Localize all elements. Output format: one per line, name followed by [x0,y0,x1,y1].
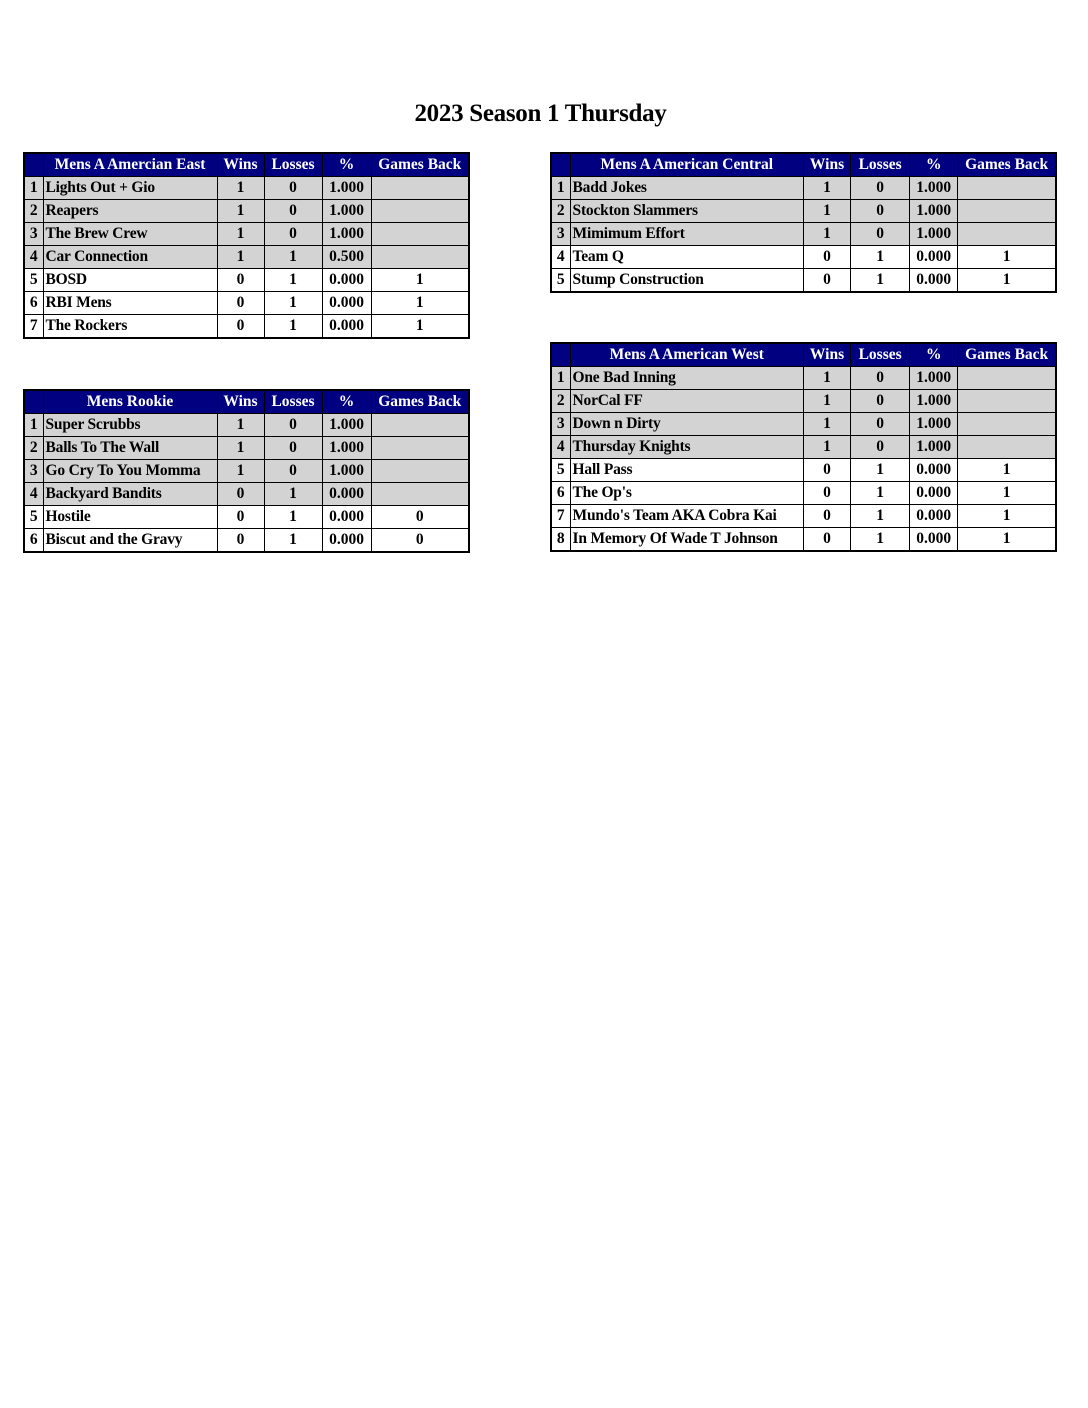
team-games-back [371,177,469,200]
team-losses: 1 [264,269,322,292]
standings-table-central [550,152,1057,293]
table-row [551,177,1056,200]
team-wins: 0 [803,482,850,505]
team-losses: 1 [851,269,910,293]
team-games-back: 1 [958,505,1056,528]
team-games-back: 1 [958,269,1056,293]
team-games-back: 1 [958,246,1056,269]
team-rank: 8 [551,528,570,552]
team-name: Super Scrubbs [43,414,217,437]
team-name: Team Q [570,246,803,269]
team-name: Biscut and the Gravy [43,529,217,553]
team-pct: 1.000 [910,413,958,436]
division-name-header: Mens Rookie [43,390,217,414]
team-wins: 0 [803,269,850,293]
team-rank: 1 [551,177,570,200]
team-wins: 1 [217,246,264,269]
team-name: BOSD [43,269,217,292]
team-name: Go Cry To You Momma [43,460,217,483]
table-row [551,200,1056,223]
team-losses: 0 [851,390,910,413]
team-rank: 1 [551,367,570,390]
team-games-back [958,436,1056,459]
team-name: The Op's [570,482,803,505]
division-name-header: Mens A American Central [570,153,803,177]
team-wins: 0 [217,506,264,529]
losses-header: Losses [264,390,322,414]
team-losses: 1 [851,459,910,482]
table-row [24,315,469,339]
team-losses: 1 [264,315,322,339]
team-rank: 4 [24,483,43,506]
team-losses: 1 [851,246,910,269]
team-wins: 1 [803,436,850,459]
team-losses: 0 [264,460,322,483]
team-rank: 6 [551,482,570,505]
team-losses: 0 [851,367,910,390]
table-row [24,460,469,483]
team-name: Mimimum Effort [570,223,803,246]
team-rank: 4 [551,436,570,459]
team-rank: 7 [24,315,43,339]
team-pct: 0.000 [322,269,371,292]
games-back-header: Games Back [371,153,469,177]
team-rank: 2 [551,390,570,413]
wins-header: Wins [803,343,850,367]
team-name: Stockton Slammers [570,200,803,223]
team-wins: 1 [803,413,850,436]
team-pct: 0.000 [910,528,958,552]
wins-header: Wins [217,390,264,414]
team-name: NorCal FF [570,390,803,413]
team-rank: 5 [551,269,570,293]
team-games-back: 0 [371,506,469,529]
team-wins: 1 [217,460,264,483]
team-wins: 0 [803,505,850,528]
team-pct: 1.000 [910,223,958,246]
team-pct: 1.000 [322,460,371,483]
team-pct: 1.000 [910,390,958,413]
team-rank: 2 [24,437,43,460]
team-pct: 0.000 [910,459,958,482]
team-losses: 0 [264,200,322,223]
team-wins: 0 [217,315,264,339]
team-rank: 3 [551,413,570,436]
table-row [551,246,1056,269]
wins-header: Wins [803,153,850,177]
team-rank: 3 [551,223,570,246]
team-games-back [371,200,469,223]
team-wins: 1 [217,223,264,246]
team-games-back: 1 [371,269,469,292]
team-games-back: 1 [958,528,1056,552]
team-rank: 4 [24,246,43,269]
team-losses: 1 [264,506,322,529]
team-wins: 0 [217,483,264,506]
team-pct: 0.000 [322,529,371,553]
team-losses: 1 [264,483,322,506]
team-pct: 1.000 [910,436,958,459]
standings-table-west [550,342,1057,552]
team-rank: 2 [24,200,43,223]
team-pct: 1.000 [322,437,371,460]
team-games-back: 0 [371,529,469,553]
team-name: The Rockers [43,315,217,339]
team-pct: 1.000 [910,200,958,223]
table-row [24,200,469,223]
team-pct: 1.000 [322,200,371,223]
team-name: Balls To The Wall [43,437,217,460]
team-wins: 0 [803,246,850,269]
team-wins: 0 [217,529,264,553]
table-row [551,390,1056,413]
team-rank: 4 [551,246,570,269]
team-wins: 1 [217,177,264,200]
team-pct: 0.000 [910,246,958,269]
team-pct: 0.500 [322,246,371,269]
team-pct: 0.000 [322,506,371,529]
team-losses: 1 [264,529,322,553]
games-back-header: Games Back [371,390,469,414]
rank-header [551,343,570,367]
team-games-back [371,483,469,506]
pct-header: % [910,153,958,177]
team-name: In Memory Of Wade T Johnson [570,528,803,552]
division-name-header: Mens A Amercian East [43,153,217,177]
team-pct: 0.000 [322,315,371,339]
team-losses: 0 [851,177,910,200]
team-rank: 6 [24,529,43,553]
team-games-back: 1 [371,292,469,315]
team-name: One Bad Inning [570,367,803,390]
table-row [551,459,1056,482]
team-rank: 1 [24,414,43,437]
team-games-back: 1 [371,315,469,339]
team-name: Badd Jokes [570,177,803,200]
team-rank: 5 [24,269,43,292]
table-row [551,528,1056,552]
table-row [551,482,1056,505]
table-row [551,223,1056,246]
table-row [24,483,469,506]
team-games-back [371,223,469,246]
team-games-back [371,460,469,483]
table-row [24,506,469,529]
team-losses: 1 [264,246,322,269]
team-games-back [958,390,1056,413]
table-row [24,246,469,269]
table-row [24,269,469,292]
table-row [24,437,469,460]
team-wins: 1 [803,367,850,390]
team-wins: 1 [803,223,850,246]
team-wins: 0 [803,459,850,482]
team-rank: 2 [551,200,570,223]
table-row [24,414,469,437]
page-title: 2023 Season 1 Thursday [414,100,667,127]
team-pct: 0.000 [322,292,371,315]
team-wins: 1 [803,200,850,223]
team-pct: 0.000 [910,505,958,528]
team-wins: 0 [217,292,264,315]
team-rank: 5 [551,459,570,482]
team-wins: 1 [217,414,264,437]
team-pct: 1.000 [910,177,958,200]
team-name: Car Connection [43,246,217,269]
team-wins: 1 [803,177,850,200]
division-name-header: Mens A American West [570,343,803,367]
team-name: Hall Pass [570,459,803,482]
standings-table-east [23,152,470,339]
team-name: Reapers [43,200,217,223]
team-losses: 1 [264,292,322,315]
team-name: Thursday Knights [570,436,803,459]
team-games-back: 1 [958,482,1056,505]
team-losses: 0 [851,223,910,246]
team-losses: 0 [264,414,322,437]
team-name: Lights Out + Gio [43,177,217,200]
team-losses: 1 [851,505,910,528]
table-row [551,505,1056,528]
losses-header: Losses [264,153,322,177]
team-rank: 3 [24,460,43,483]
table-row [24,292,469,315]
games-back-header: Games Back [958,343,1056,367]
team-pct: 0.000 [910,482,958,505]
team-name: Hostile [43,506,217,529]
wins-header: Wins [217,153,264,177]
team-pct: 0.000 [322,483,371,506]
table-row [24,223,469,246]
team-losses: 0 [264,437,322,460]
team-name: Stump Construction [570,269,803,293]
team-rank: 6 [24,292,43,315]
games-back-header: Games Back [958,153,1056,177]
rank-header [24,153,43,177]
team-wins: 1 [803,390,850,413]
team-losses: 1 [851,482,910,505]
team-pct: 1.000 [322,177,371,200]
team-name: The Brew Crew [43,223,217,246]
team-losses: 1 [851,528,910,552]
table-row [24,177,469,200]
team-rank: 3 [24,223,43,246]
team-wins: 0 [803,528,850,552]
team-pct: 1.000 [322,223,371,246]
team-losses: 0 [851,200,910,223]
losses-header: Losses [851,343,910,367]
team-name: Down n Dirty [570,413,803,436]
rank-header [551,153,570,177]
losses-header: Losses [851,153,910,177]
team-losses: 0 [264,223,322,246]
team-name: Backyard Bandits [43,483,217,506]
team-games-back [371,414,469,437]
team-losses: 0 [851,413,910,436]
team-games-back: 1 [958,459,1056,482]
team-wins: 1 [217,200,264,223]
table-row [551,269,1056,293]
pct-header: % [322,153,371,177]
team-rank: 1 [24,177,43,200]
team-name: RBI Mens [43,292,217,315]
team-games-back [371,246,469,269]
team-games-back [958,413,1056,436]
team-wins: 1 [217,437,264,460]
team-pct: 1.000 [322,414,371,437]
team-games-back [958,200,1056,223]
team-games-back [958,177,1056,200]
table-row [551,367,1056,390]
team-losses: 0 [264,177,322,200]
table-row [551,413,1056,436]
team-rank: 7 [551,505,570,528]
team-games-back [371,437,469,460]
table-row [24,529,469,553]
team-rank: 5 [24,506,43,529]
team-losses: 0 [851,436,910,459]
team-pct: 1.000 [910,367,958,390]
team-games-back [958,367,1056,390]
pct-header: % [910,343,958,367]
rank-header [24,390,43,414]
team-wins: 0 [217,269,264,292]
team-games-back [958,223,1056,246]
team-pct: 0.000 [910,269,958,293]
table-row [551,436,1056,459]
pct-header: % [322,390,371,414]
team-name: Mundo's Team AKA Cobra Kai [570,505,803,528]
standings-table-rookie [23,389,470,553]
